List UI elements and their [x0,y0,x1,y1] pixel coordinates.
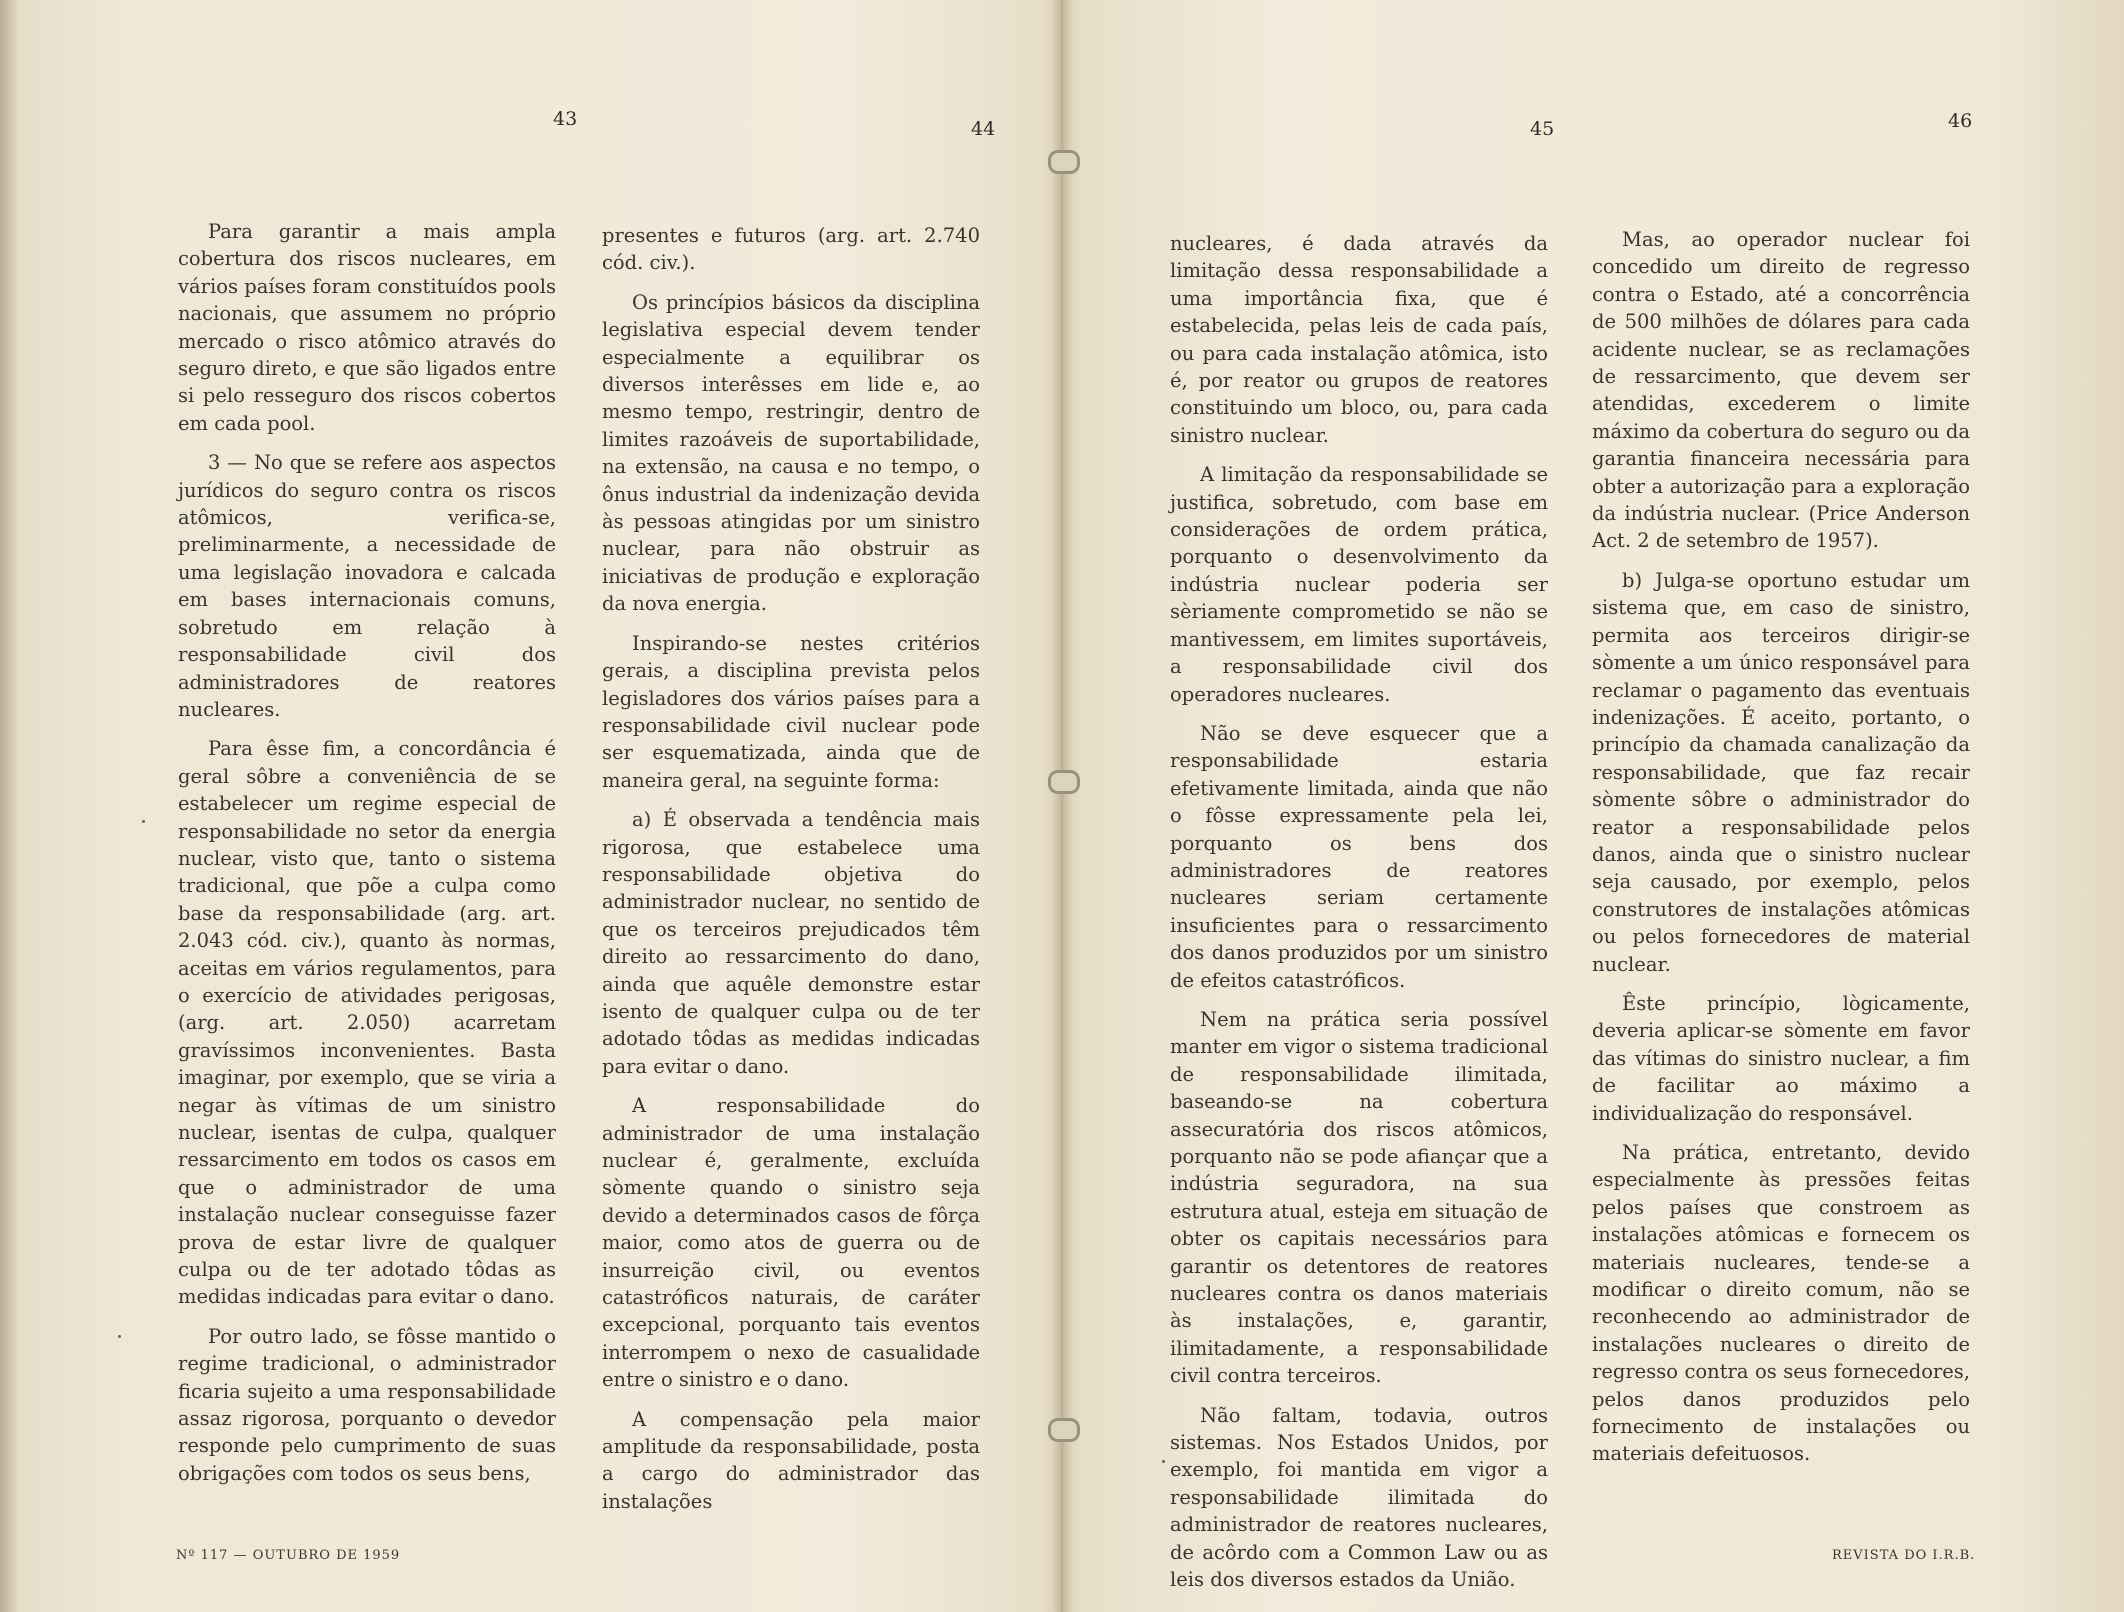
paragraph: Os princípios básicos da disciplina legislativa especial devem tender especialmente a equilibrar os diversos interêsses em lide e, ao mesmo tempo, restringir, dentro de limites razoáveis de suportabilidade, na extensão, na causa e no tempo, o ônus industrial da indenização devida às pessoas atingidas por um sinistro nuclear, para não obstruir as iniciativas de produção e exploração da nova energia. [602,290,980,616]
paragraph: a) É observada a tendência mais rigorosa, que estabelece uma responsabilidade objetiva do administrador nuclear, no sentido de que os terceiros prejudicados têm direito ao ressarcimento do dano, ainda que aquêle demonstre estar isento de qualquer culpa ou de ter adotado tôdas as medidas indicadas para evitar o dano. [602,808,980,1078]
column-page-46 [1592,226,1970,1480]
page-number-46: 46 [1948,110,1973,132]
page-number-45: 45 [1530,118,1555,140]
paragraph: 3 — No que se refere aos aspectos jurídicos do seguro contra os riscos atômicos, verifica-se, preliminarmente, a necessidade de uma legislação inovadora e calcada em bases internacionais comuns, sobretudo em relação à responsabilidade civil dos administradores de reatores nucleares. [178,451,556,721]
paragraph: A compensação pela maior amplitude da responsabilidade, posta a cargo do administrador das instalações [602,1407,980,1513]
paper-speck [1162,1460,1165,1463]
footer-issue: Nº 117 — OUTUBRO DE 1959 [176,1548,401,1563]
footer-publication: REVISTA DO I.R.B. [1832,1548,1976,1563]
staple-icon [1048,1418,1080,1442]
paragraph: nucleares, é dada através da limitação dessa responsabilidade a uma importância fixa, que é estabelecida, pelas leis de cada país, ou para cada instalação atômica, isto é, por reator ou grupos de reatores constituindo um bloco, ou, para cada sinistro nuclear. [1170,232,1548,447]
column-page-45 [1170,230,1548,1606]
paragraph: Para garantir a mais ampla cobertura dos riscos nucleares, em vários países foram constituídos pools nacionais, que assumem no próprio mercado o risco atômico através do seguro direto, e que são ligados entre si pelo resseguro dos riscos cobertos em cada pool. [178,220,556,435]
paragraph: A responsabilidade do administrador de uma instalação nuclear é, geralmente, excluída sòmente quando o sinistro seja devido a determinados casos de fôrça maior, como atos de guerra ou de insurreição civil, ou eventos catastróficos naturais, de caráter excepcional, porquanto tais eventos interrompem o nexo de casualidade entre o sinistro e o dano. [602,1094,980,1392]
column-page-43 [178,218,556,1499]
paragraph: Mas, ao operador nuclear foi concedido um direito de regresso contra o Estado, até a concorrência de 500 milhões de dólares para cada acidente nuclear, se as reclamações de ressarcimento, que devem ser atendidas, excederem o limite máximo da cobertura do seguro ou da garantia financeira necessária para obter a autorização para a exploração da indústria nuclear. (Price Anderson Act. 2 de setembro de 1957). [1592,228,1970,553]
paragraph: A limitação da responsabilidade se justifica, sobretudo, com base em considerações de ordem prática, porquanto o desenvolvimento da indústria nuclear poderia ser sèriamente comprometido se não se mantivessem, em limites suportáveis, a responsabilidade civil dos operadores nucleares. [1170,463,1548,706]
paragraph: Para êsse fim, a concordância é geral sôbre a conveniência de se estabelecer um regime especial de responsabilidade no setor da energia nuclear, visto que, tanto o sistema tradicional, que põe a culpa como base da responsabilidade (arg. art. 2.043 cód. civ.), quanto às normas, aceitas em vários regulamentos, para o exercício de atividades perigosas, (arg. art. 2.050) acarretam gravíssimos inconvenientes. Basta imaginar, por exemplo, que se viria a negar às vítimas de um sinistro nuclear, isentas de culpa, qualquer ressarcimento em todos os casos em que o administrador de uma instalação nuclear conseguisse fazer prova de estar livre de qualquer culpa ou de ter adotado tôdas as medidas indicadas para evitar o dano. [178,737,556,1309]
paragraph: Nem na prática seria possível manter em vigor o sistema tradicional de responsabilidade ilimitada, baseando-se na cobertura assecuratória dos riscos atômicos, porquanto não se pode afiançar que a indústria seguradora, na sua estrutura atual, esteja em situação de obter os capitais necessários para garantir os detentores de reatores nucleares contra os danos materiais às instalações, e, garantir, ilimitadamente, a responsabilidade civil contra terceiros. [1170,1007,1548,1388]
page-number-44: 44 [971,118,996,140]
paragraph: Na prática, entretanto, devido especialmente às pressões feitas pelos países que constroem as instalações atômicas e fornecem os materiais nucleares, tende-se a modificar o direito comum, não se reconhecendo ao administrador de instalações nucleares o direito de regresso contra os seus fornecedores, pelos danos produzidos pelo fornecimento de instalações ou materiais defeituosos. [1592,1141,1970,1466]
staple-icon [1048,770,1080,794]
paragraph: Não faltam, todavia, outros sistemas. Nos Estados Unidos, por exemplo, foi mantida em vigor a responsabilidade ilimitada do administrador de reatores nucleares, de acôrdo com a Common Law ou as leis dos diversos estados da União. [1170,1403,1548,1592]
page-edge [0,0,18,1612]
paragraph: b) Julga-se oportuno estudar um sistema que, em caso de sinistro, permita aos terceiros dirigir-se sòmente a um único responsável para reclamar o pagamento das eventuais indenizações. É aceito, portanto, o princípio da chamada canalização da responsabilidade, que faz recair sòmente sôbre o administrador do reator a responsabilidade pelos danos, ainda que o sinistro nuclear seja causado, por exemplo, pelos construtores de instalações atômicas ou pelos fornecedores de material nuclear. [1592,568,1970,976]
page-number-43: 43 [553,108,578,130]
binding-gutter [1052,0,1072,1612]
staple-icon [1048,150,1080,174]
paragraph: Não se deve esquecer que a responsabilidade estaria efetivamente limitada, ainda que não o fôsse expressamente pela lei, porquanto os bens dos administradores de reatores nucleares seriam certamente insuficientes para o ressarcimento dos danos produzidos por um sinistro de efeitos catastróficos. [1170,721,1548,992]
paper-speck [118,1335,121,1338]
column-page-44 [602,222,980,1527]
paragraph: Inspirando-se nestes critérios gerais, a disciplina prevista pelos legisladores dos vários países para a responsabilidade civil nuclear pode ser esquematizada, ainda que de maneira geral, na seguinte forma: [602,631,980,792]
paragraph: Por outro lado, se fôsse mantido o regime tradicional, o administrador ficaria sujeito a uma responsabilidade assaz rigorosa, porquanto o devedor responde pelo cumprimento de suas obrigações com todos os seus bens, [178,1324,556,1485]
paragraph: Êste princípio, lògicamente, deveria aplicar-se sòmente em favor das vítimas do sinistro nuclear, a fim de facilitar ao máximo a individualização do responsável. [1592,991,1970,1125]
paragraph: presentes e futuros (arg. art. 2.740 cód. civ.). [602,224,980,275]
paper-speck [142,820,145,823]
